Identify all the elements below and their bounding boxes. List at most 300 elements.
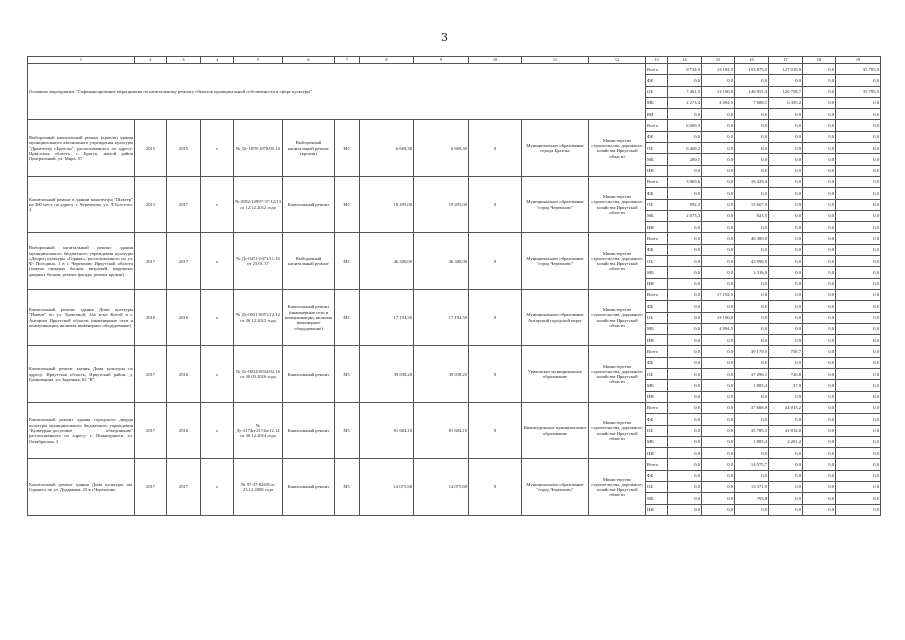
- funding-value: 0,0: [803, 120, 836, 131]
- end-year: 2016: [167, 289, 201, 345]
- funding-value: 44 015,2: [769, 402, 803, 413]
- funding-value: 0,0: [836, 414, 881, 425]
- funding-value: 0,0: [836, 256, 881, 267]
- column-number: 15: [702, 57, 735, 64]
- funding-value: 0,0: [668, 109, 702, 120]
- funding-value: 15 607,9: [735, 199, 769, 210]
- funding-value: 0,0: [735, 448, 769, 459]
- funding-value: 0,0: [803, 154, 836, 165]
- funding-value: 0,0: [702, 233, 735, 244]
- funding-value: 0,0: [769, 448, 803, 459]
- table-row: [28, 120, 881, 131]
- remaining-cost: 39 938,20: [414, 346, 469, 402]
- column-number: 19: [836, 57, 881, 64]
- funding-source-label: МБ: [646, 154, 668, 165]
- funding-value: 0,0: [803, 323, 836, 334]
- column-number: 17: [769, 57, 803, 64]
- funding-value: 0,0: [702, 188, 735, 199]
- work-type: Выборочный капитальный ремонт: [283, 233, 335, 289]
- funding-value: 0,0: [836, 188, 881, 199]
- column-4-value: х: [201, 402, 234, 458]
- responsible-ministry: Министерство строительства, дорожного хозяйства Иркутской области: [589, 176, 646, 232]
- funding-value: 0,0: [836, 402, 881, 413]
- object-name: Капитальный ремонт здания Дома культуры "Имени" по ул. Трактовой, 34а м-на Китой в г. Ангарске Иркутской области (инженерные сети и коммуникации, включая инженерное оборудование): [28, 289, 135, 345]
- funding-value: 0,0: [803, 369, 836, 380]
- funding-value: 39 179,5: [735, 346, 769, 357]
- funding-value: 0,0: [836, 335, 881, 346]
- funding-value: 0,0: [702, 481, 735, 492]
- funding-value: 0,0: [836, 493, 881, 504]
- funding-value: 0,0: [769, 459, 803, 470]
- funding-value: 6 355,2: [769, 97, 803, 108]
- funding-value: 0,0: [668, 481, 702, 492]
- funding-value: 0,0: [735, 323, 769, 334]
- funding-source-label: МБ: [646, 323, 668, 334]
- table-row: [28, 459, 881, 470]
- column-number: 5: [234, 57, 283, 64]
- funding-value: 0,0: [803, 504, 836, 515]
- funding-value: 0,0: [668, 448, 702, 459]
- funding-value: 0,0: [702, 154, 735, 165]
- funding-source-label: ОБ: [646, 143, 668, 154]
- column-4-value: х: [201, 346, 234, 402]
- responsible-ministry: Министерство строительства, дорожного хозяйства Иркутской области: [589, 459, 646, 515]
- funding-value: 0,0: [836, 97, 881, 108]
- funding-value: 0,0: [769, 323, 803, 334]
- remaining-cost: 81 684,10: [414, 402, 469, 458]
- start-year: 2017: [135, 459, 167, 515]
- funding-value: 0,0: [735, 244, 769, 255]
- table-row: [28, 176, 881, 187]
- funding-value: 703,8: [735, 493, 769, 504]
- funding-value: 0,0: [769, 493, 803, 504]
- funding-value: 0,0: [836, 369, 881, 380]
- funding-value: 0,0: [803, 165, 836, 176]
- funding-source-label: МБ: [646, 436, 668, 447]
- object-name: Капитальный ремонт здания городского дворца культуры муниципального бюджетного учреждения "Культурно-досуговое объединение" расположенного по адресу: г. Нижнеудинск, ул. Октябрьская, 3: [28, 402, 135, 458]
- funding-value: 0,0: [769, 470, 803, 481]
- estimate-cost: 46 300,00: [360, 233, 414, 289]
- funding-value: 1 883,4: [735, 436, 769, 447]
- funding-value: 2 273,4: [668, 97, 702, 108]
- funding-value: 0,0: [702, 109, 735, 120]
- ownership: МС: [335, 346, 360, 402]
- funding-value: 0,0: [803, 414, 836, 425]
- table-row: [28, 402, 881, 413]
- funding-value: 0,0: [702, 120, 735, 131]
- funding-source-label: МБ: [646, 380, 668, 391]
- funding-value: 0,0: [735, 278, 769, 289]
- project-document: № Дс-0471-0471/11.16 от 25.01.17: [234, 233, 283, 289]
- column-number: 16: [735, 57, 769, 64]
- funding-value: 13 100,0: [702, 86, 735, 97]
- funding-value: 0,0: [836, 289, 881, 300]
- funding-value: 0,0: [836, 210, 881, 221]
- funding-value: 4 094,5: [702, 97, 735, 108]
- funding-value: 0,0: [836, 323, 881, 334]
- funding-value: 0,0: [668, 380, 702, 391]
- ownership: МС: [335, 402, 360, 458]
- funding-value: 0,0: [668, 425, 702, 436]
- column-number: 2: [135, 57, 167, 64]
- work-type: Капитальный ремонт: [283, 346, 335, 402]
- funding-value: 0,0: [836, 504, 881, 515]
- funding-value: 0,0: [803, 425, 836, 436]
- funding-value: 0,0: [702, 210, 735, 221]
- column-number: 7: [335, 57, 360, 64]
- funding-source-label: Всего: [646, 346, 668, 357]
- funding-source-label: ВИ: [646, 109, 668, 120]
- funding-value: 0,0: [668, 459, 702, 470]
- funding-value: 0,0: [668, 504, 702, 515]
- column-10-value: 0: [469, 402, 522, 458]
- project-document: № Дс-0034-0034/02.16 от 30.03.2016 года: [234, 346, 283, 402]
- column-number: 11: [522, 57, 589, 64]
- funding-source-label: Всего: [646, 120, 668, 131]
- end-year: 2017: [167, 233, 201, 289]
- funding-source-label: ИИ: [646, 504, 668, 515]
- work-type: Капитальный ремонт: [283, 402, 335, 458]
- remaining-cost: 14 075,68: [414, 459, 469, 515]
- table-row: [28, 289, 881, 300]
- funding-value: 13 100,0: [702, 312, 735, 323]
- funding-value: 0,0: [803, 402, 836, 413]
- funding-value: 0,0: [735, 301, 769, 312]
- funding-source-label: ИИ: [646, 391, 668, 402]
- funding-value: 0,0: [668, 414, 702, 425]
- column-10-value: 0: [469, 459, 522, 515]
- funding-value: 0,0: [769, 335, 803, 346]
- funding-value: 0,0: [803, 131, 836, 142]
- work-type: Капитальный ремонт: [283, 459, 335, 515]
- end-year: 2017: [167, 176, 201, 232]
- municipality: Муниципальное образование Ангарский городской округ: [522, 289, 589, 345]
- funding-value: 0,0: [803, 86, 836, 97]
- funding-value: 0,0: [702, 414, 735, 425]
- funding-value: 0,0: [803, 244, 836, 255]
- column-4-value: х: [201, 120, 234, 176]
- funding-source-label: ФБ: [646, 244, 668, 255]
- funding-value: 0,0: [803, 267, 836, 278]
- responsible-ministry: Министерство строительства, дорожного хозяйства Иркутской области: [589, 402, 646, 458]
- funding-value: 0,0: [803, 459, 836, 470]
- ownership: МС: [335, 459, 360, 515]
- remaining-cost: 6 669,30: [414, 120, 469, 176]
- funding-value: 0,0: [702, 131, 735, 142]
- funding-value: 0,0: [735, 154, 769, 165]
- funding-source-label: ОБ: [646, 425, 668, 436]
- funding-value: 0,0: [769, 256, 803, 267]
- funding-value: 0,0: [668, 493, 702, 504]
- funding-value: 0,0: [769, 357, 803, 368]
- funding-value: 0,0: [803, 256, 836, 267]
- funding-value: 0,0: [702, 176, 735, 187]
- funding-value: 0,0: [735, 188, 769, 199]
- municipality: Нижнеудинское муниципальное образование: [522, 402, 589, 458]
- funding-value: 153 879,5: [735, 64, 769, 75]
- funding-value: 0,0: [702, 402, 735, 413]
- funding-value: 0,0: [769, 414, 803, 425]
- end-year: 2017: [167, 459, 201, 515]
- funding-value: 0,0: [836, 436, 881, 447]
- ownership: МС: [335, 289, 360, 345]
- funding-value: 0,0: [836, 481, 881, 492]
- funding-value: 0,0: [836, 199, 881, 210]
- funding-value: 0,0: [702, 346, 735, 357]
- funding-value: 6 469,2: [668, 143, 702, 154]
- funding-source-label: Всего: [646, 233, 668, 244]
- funding-value: 146 851,4: [735, 86, 769, 97]
- municipality: Муниципальное образование "город Черемхово": [522, 459, 589, 515]
- funding-value: 0,0: [803, 289, 836, 300]
- funding-value: 0,0: [803, 176, 836, 187]
- funding-value: 0,0: [803, 481, 836, 492]
- remaining-cost: 46 300,00: [414, 233, 469, 289]
- funding-value: 1 883,4: [735, 380, 769, 391]
- funding-value: 0,0: [836, 154, 881, 165]
- funding-value: 0,0: [735, 289, 769, 300]
- funding-value: 0,0: [702, 504, 735, 515]
- funding-value: 0,0: [735, 109, 769, 120]
- municipality: Уриковское муниципальное образование: [522, 346, 589, 402]
- funding-source-label: ФБ: [646, 131, 668, 142]
- funding-value: 0,0: [803, 470, 836, 481]
- funding-source-label: ФБ: [646, 470, 668, 481]
- funding-value: 37,9: [769, 380, 803, 391]
- remaining-cost: 19 495,00: [414, 176, 469, 232]
- funding-value: 0,0: [769, 131, 803, 142]
- funding-source-label: МБ: [646, 97, 668, 108]
- funding-value: 6 669,3: [668, 120, 702, 131]
- funding-value: 0,0: [836, 267, 881, 278]
- ownership: МС: [335, 120, 360, 176]
- funding-value: 0,0: [735, 120, 769, 131]
- object-name: Капитальный ремонт здания Дома культуры по адресу: Иркутская область, Иркутский район, д. Грановщина, ул. Заречная, 65 "В": [28, 346, 135, 402]
- funding-source-label: ОБ: [646, 86, 668, 97]
- remaining-cost: 17 194,50: [414, 289, 469, 345]
- funding-value: 0,0: [668, 323, 702, 334]
- funding-value: 7 461,5: [668, 86, 702, 97]
- funding-value: 0,0: [735, 75, 769, 86]
- funding-value: 0,0: [769, 233, 803, 244]
- funding-value: 0,0: [668, 244, 702, 255]
- funding-source-label: Всего: [646, 176, 668, 187]
- funding-value: 0,0: [735, 504, 769, 515]
- funding-value: 4 094,5: [702, 323, 735, 334]
- funding-value: 0,0: [769, 244, 803, 255]
- funding-value: 0,0: [702, 165, 735, 176]
- funding-value: 0,0: [803, 199, 836, 210]
- funding-source-label: Всего: [646, 64, 668, 75]
- funding-value: 0,0: [803, 357, 836, 368]
- funding-source-label: Всего: [646, 289, 668, 300]
- funding-value: 0,0: [769, 188, 803, 199]
- funding-value: 0,0: [769, 278, 803, 289]
- column-number: 6: [283, 57, 335, 64]
- funding-value: 0,0: [735, 131, 769, 142]
- column-10-value: 0: [469, 289, 522, 345]
- funding-value: 0,0: [668, 301, 702, 312]
- municipality: Муниципальное образование города Братска: [522, 120, 589, 176]
- funding-value: 0,0: [836, 301, 881, 312]
- funding-value: 0,0: [668, 357, 702, 368]
- funding-value: 200,1: [668, 154, 702, 165]
- funding-value: 35 785,5: [735, 425, 769, 436]
- responsible-ministry: Министерство строительства, дорожного хозяйства Иркутской области: [589, 346, 646, 402]
- funding-value: 0,0: [836, 470, 881, 481]
- funding-value: 0,0: [803, 391, 836, 402]
- funding-value: 0,0: [803, 278, 836, 289]
- funding-source-label: ОБ: [646, 312, 668, 323]
- responsible-ministry: Министерство строительства, дорожного хозяйства Иркутской области: [589, 289, 646, 345]
- column-10-value: 0: [469, 176, 522, 232]
- funding-value: 0,0: [702, 459, 735, 470]
- funding-value: 14 075,7: [735, 459, 769, 470]
- column-number: 4: [201, 57, 234, 64]
- column-4-value: х: [201, 459, 234, 515]
- column-number: 8: [360, 57, 414, 64]
- funding-source-label: ФБ: [646, 414, 668, 425]
- funding-value: 0,0: [836, 391, 881, 402]
- funding-value: 0,0: [803, 222, 836, 233]
- funding-value: 0,0: [702, 143, 735, 154]
- funding-value: 0,0: [769, 143, 803, 154]
- estimate-cost: 81 684,10: [360, 402, 414, 458]
- funding-value: 0,0: [803, 233, 836, 244]
- funding-value: 0,0: [668, 233, 702, 244]
- funding-value: 2 201,2: [769, 436, 803, 447]
- funding-value: 0,0: [769, 504, 803, 515]
- funding-value: 0,0: [668, 267, 702, 278]
- funding-source-label: ИИ: [646, 222, 668, 233]
- funding-value: 35 785,5: [836, 64, 881, 75]
- funding-value: 0,0: [702, 425, 735, 436]
- column-number: 13: [646, 57, 668, 64]
- funding-value: 0,0: [769, 154, 803, 165]
- funding-source-label: ФБ: [646, 75, 668, 86]
- funding-value: 0,0: [769, 289, 803, 300]
- funding-value: 0,0: [702, 301, 735, 312]
- estimate-cost: 17 194,50: [360, 289, 414, 345]
- end-year: 2018: [167, 346, 201, 402]
- funding-source-label: ФБ: [646, 357, 668, 368]
- start-year: 2016: [135, 289, 167, 345]
- funding-value: 0,0: [735, 470, 769, 481]
- funding-value: 720,8: [769, 369, 803, 380]
- funding-value: 41 814,0: [769, 425, 803, 436]
- funding-source-label: ИИ: [646, 165, 668, 176]
- column-number: 1: [28, 57, 135, 64]
- funding-value: 0,0: [803, 493, 836, 504]
- project-document: № 0582-12997-37-12/13 от 12.12.2012 года: [234, 176, 283, 232]
- funding-value: 0,0: [702, 493, 735, 504]
- funding-value: 0,0: [702, 267, 735, 278]
- work-type: Выборочный капитальный ремонт (кровли): [283, 120, 335, 176]
- funding-source-label: Всего: [646, 402, 668, 413]
- capital-repair-table: [27, 56, 881, 516]
- funding-value: 17 194,5: [702, 289, 735, 300]
- table-row: [28, 64, 881, 75]
- funding-source-label: Всего: [646, 459, 668, 470]
- responsible-ministry: Министерство строительства, дорожного хозяйства Иркутской области: [589, 120, 646, 176]
- funding-value: 0,0: [836, 233, 881, 244]
- funding-value: 0,0: [769, 199, 803, 210]
- funding-value: 37 668,9: [735, 402, 769, 413]
- funding-source-label: ФБ: [646, 188, 668, 199]
- table-row: [28, 233, 881, 244]
- funding-value: 37 296,1: [735, 369, 769, 380]
- funding-value: 0,0: [803, 448, 836, 459]
- funding-value: 0,0: [836, 176, 881, 187]
- funding-value: 0,0: [702, 335, 735, 346]
- funding-value: 35 785,5: [836, 86, 881, 97]
- funding-value: 0,0: [803, 335, 836, 346]
- funding-value: 992,3: [668, 199, 702, 210]
- funding-value: 0,0: [769, 481, 803, 492]
- funding-value: 0,0: [803, 143, 836, 154]
- page-number: 3: [441, 31, 448, 44]
- funding-value: 0,0: [769, 301, 803, 312]
- funding-value: 0,0: [803, 75, 836, 86]
- funding-value: 0,0: [769, 120, 803, 131]
- funding-value: 0,0: [702, 244, 735, 255]
- funding-value: 0,0: [668, 335, 702, 346]
- funding-value: 0,0: [668, 131, 702, 142]
- funding-value: 0,0: [803, 188, 836, 199]
- estimate-cost: 19 495,00: [360, 176, 414, 232]
- funding-value: 0,0: [803, 436, 836, 447]
- funding-value: 0,0: [836, 459, 881, 470]
- funding-value: 0,0: [668, 346, 702, 357]
- funding-value: 0,0: [735, 143, 769, 154]
- funding-value: 0,0: [702, 75, 735, 86]
- funding-value: 0,0: [668, 278, 702, 289]
- municipality: Муниципальное образование "город Черемхово": [522, 233, 589, 289]
- column-number: 3: [167, 57, 201, 64]
- funding-source-label: ИИ: [646, 278, 668, 289]
- funding-value: 7 608,1: [735, 97, 769, 108]
- column-10-value: 0: [469, 346, 522, 402]
- ownership: МС: [335, 233, 360, 289]
- funding-value: 0,0: [735, 222, 769, 233]
- start-year: 2017: [135, 233, 167, 289]
- funding-value: 0,0: [769, 109, 803, 120]
- funding-source-label: ФБ: [646, 301, 668, 312]
- funding-source-label: ИИ: [646, 448, 668, 459]
- funding-value: 0,0: [769, 222, 803, 233]
- funding-value: 0,0: [668, 436, 702, 447]
- funding-value: 0,0: [735, 414, 769, 425]
- column-10-value: 0: [469, 233, 522, 289]
- funding-value: 0,0: [836, 109, 881, 120]
- funding-value: 0,0: [836, 357, 881, 368]
- responsible-ministry: Министерство строительства, дорожного хозяйства Иркутской области: [589, 233, 646, 289]
- funding-value: 0,0: [702, 369, 735, 380]
- funding-value: 0,0: [836, 448, 881, 459]
- start-year: 2015: [135, 120, 167, 176]
- funding-source-label: ОБ: [646, 369, 668, 380]
- funding-value: 0,0: [769, 75, 803, 86]
- funding-value: 0,0: [735, 391, 769, 402]
- column-4-value: х: [201, 233, 234, 289]
- funding-value: 0,0: [836, 165, 881, 176]
- funding-value: 0,0: [836, 346, 881, 357]
- funding-value: 0,0: [769, 267, 803, 278]
- funding-source-label: МБ: [646, 493, 668, 504]
- municipality: Муниципальное образование "город Черемхово": [522, 176, 589, 232]
- object-name: Выборочный капитальный ремонт (кровли) здания муниципального автономного учреждения культуры "Драмтеатр г.Братска", расположенного по адресу: Иркутская область, г. Братск, жилой район Центральный, ул. Мира, 57: [28, 120, 135, 176]
- funding-value: 0,0: [702, 391, 735, 402]
